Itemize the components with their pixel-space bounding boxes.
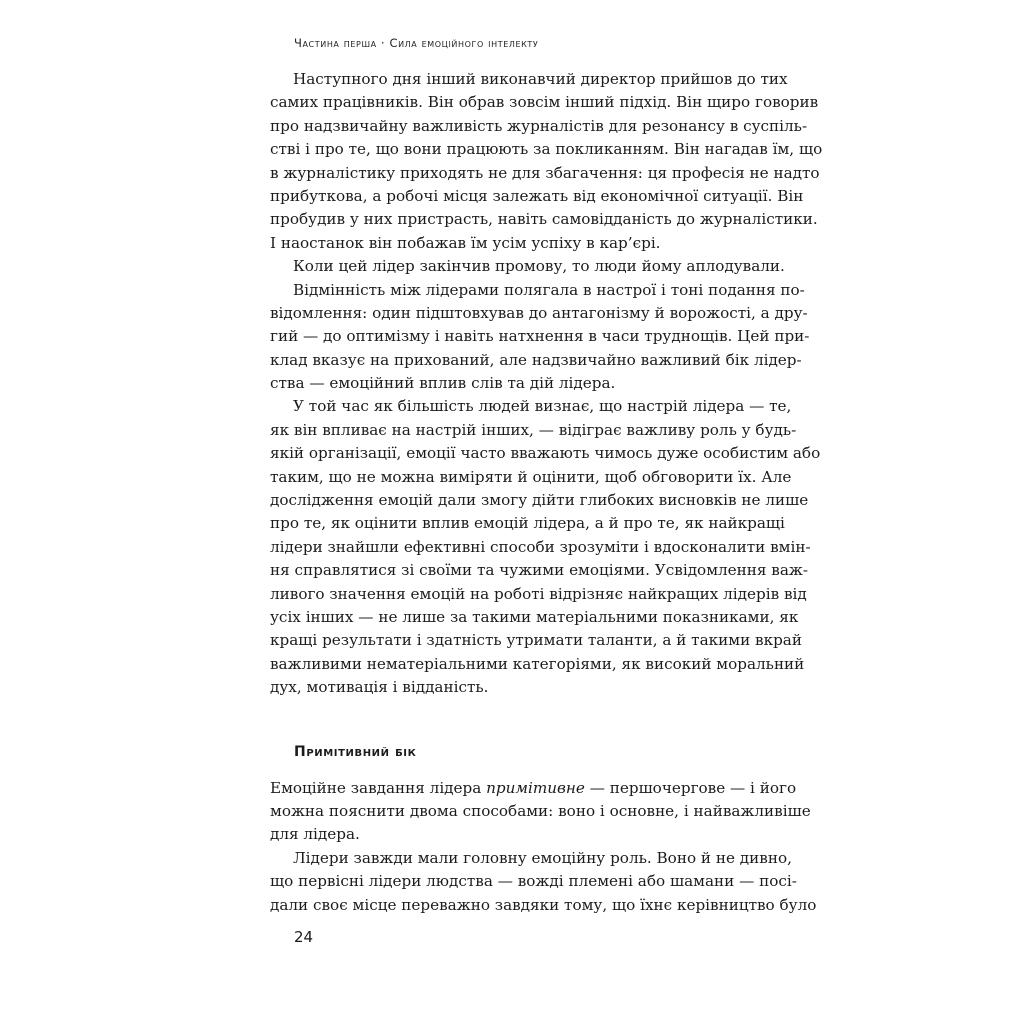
text-line: ливого значення емоцій на роботі відрізняє найкращих лідерів від: [270, 584, 807, 603]
text-line: усіх інших — не лише за такими матеріальними показниками, як: [270, 607, 799, 626]
text-line: У той час як більшість людей визнає, що настрій лідера — те,: [293, 397, 792, 416]
text-line: дали своє місце переважно завдяки тому, що їхнє керівництво було: [270, 895, 817, 914]
text-line: ства — емоційний вплив слів та дій лідера.: [270, 374, 616, 393]
text-line: для лідера.: [270, 825, 360, 844]
text-line: прибуткова, а робочі місця залежать від економічної ситуації. Він: [270, 186, 804, 205]
paragraph: [270, 279, 810, 396]
heading-spacer: [270, 767, 782, 777]
running-head: Частина перша · Сила емоційного інтелекту: [294, 36, 539, 50]
paragraph: [270, 847, 817, 917]
text-line: якій організації, емоції часто вважають чимось дуже особистим або: [270, 444, 821, 463]
text-line: пробудив у них пристрасть, навіть самовідданість до журналістики.: [270, 210, 818, 229]
text-line: можна пояснити двома способами: воно і основне, і найважливіше: [270, 801, 811, 820]
paragraph: [270, 68, 823, 255]
text-line: лідери знайшли ефективні способи зрозуміти і вдосконалити вмін-: [270, 537, 811, 556]
paragraph: [270, 395, 821, 699]
text-line: дослідження емоцій дали змогу дійти глибоких висновків не лише: [270, 491, 809, 510]
text-line: відомлення: один підштовхував до антагонізму й ворожості, а дру-: [270, 303, 808, 322]
text-line: гий — до оптимізму і навіть натхнення в часи труднощів. Цей при-: [270, 327, 810, 346]
text-line: про надзвичайну важливість журналістів для резонансу в суспіль-: [270, 116, 808, 135]
text-line: [270, 777, 797, 800]
section-heading: Примітивний бік: [294, 743, 417, 760]
text-run: — першочергове — і його: [584, 778, 797, 797]
text-line: ня справлятися зі своїми та чужими емоціями. Усвідомлення важ-: [270, 561, 808, 580]
text-line: клад вказує на прихований, але надзвичайно важливий бік лідер-: [270, 350, 802, 369]
text-line: про те, як оцінити вплив емоцій лідера, а й про те, як найкращі: [270, 514, 785, 533]
text-line: що первісні лідери людства — вожді племені або шамани — посі-: [270, 872, 797, 891]
text-run: Емоційне завдання лідера: [270, 778, 487, 797]
text-line: важливими нематеріальними категоріями, як високий моральний: [270, 654, 805, 673]
text-line: таким, що не можна виміряти й оцінити, щоб обговорити їх. Але: [270, 467, 792, 486]
section-spacer: [270, 700, 782, 737]
italic-term: примітивне: [486, 778, 585, 797]
text-line: Коли цей лідер закінчив промову, то люди йому аплодували.: [293, 257, 785, 276]
page-number: 24: [294, 928, 314, 946]
paragraph: [270, 255, 785, 278]
text-line: як він впливає на настрій інших, — відіграє важливу роль у будь-: [270, 420, 797, 439]
text-line: стві і про те, що вони працюють за покликанням. Він нагадав їм, що: [270, 140, 823, 159]
text-line: в журналістику приходять не для збагачення: ця професія не надто: [270, 163, 820, 182]
text-line: дух, мотивація і відданість.: [270, 678, 489, 697]
text-line: самих працівників. Він обрав зовсім інший підхід. Він щиро говорив: [270, 93, 819, 112]
text-line: Відмінність між лідерами полягала в настрої і тоні подання по-: [293, 280, 805, 299]
text-line: Лідери завжди мали головну емоційну роль. Воно й не дивно,: [293, 848, 792, 867]
text-line: І наостанок він побажав їм усім успіху в кар’єрі.: [270, 233, 661, 252]
body-text: [270, 68, 823, 917]
text-line: Наступного дня інший виконавчий директор прийшов до тих: [293, 70, 788, 88]
text-line: кращі результати і здатність утримати таланти, а й такими вкрай: [270, 631, 802, 650]
paragraph: [270, 777, 811, 847]
